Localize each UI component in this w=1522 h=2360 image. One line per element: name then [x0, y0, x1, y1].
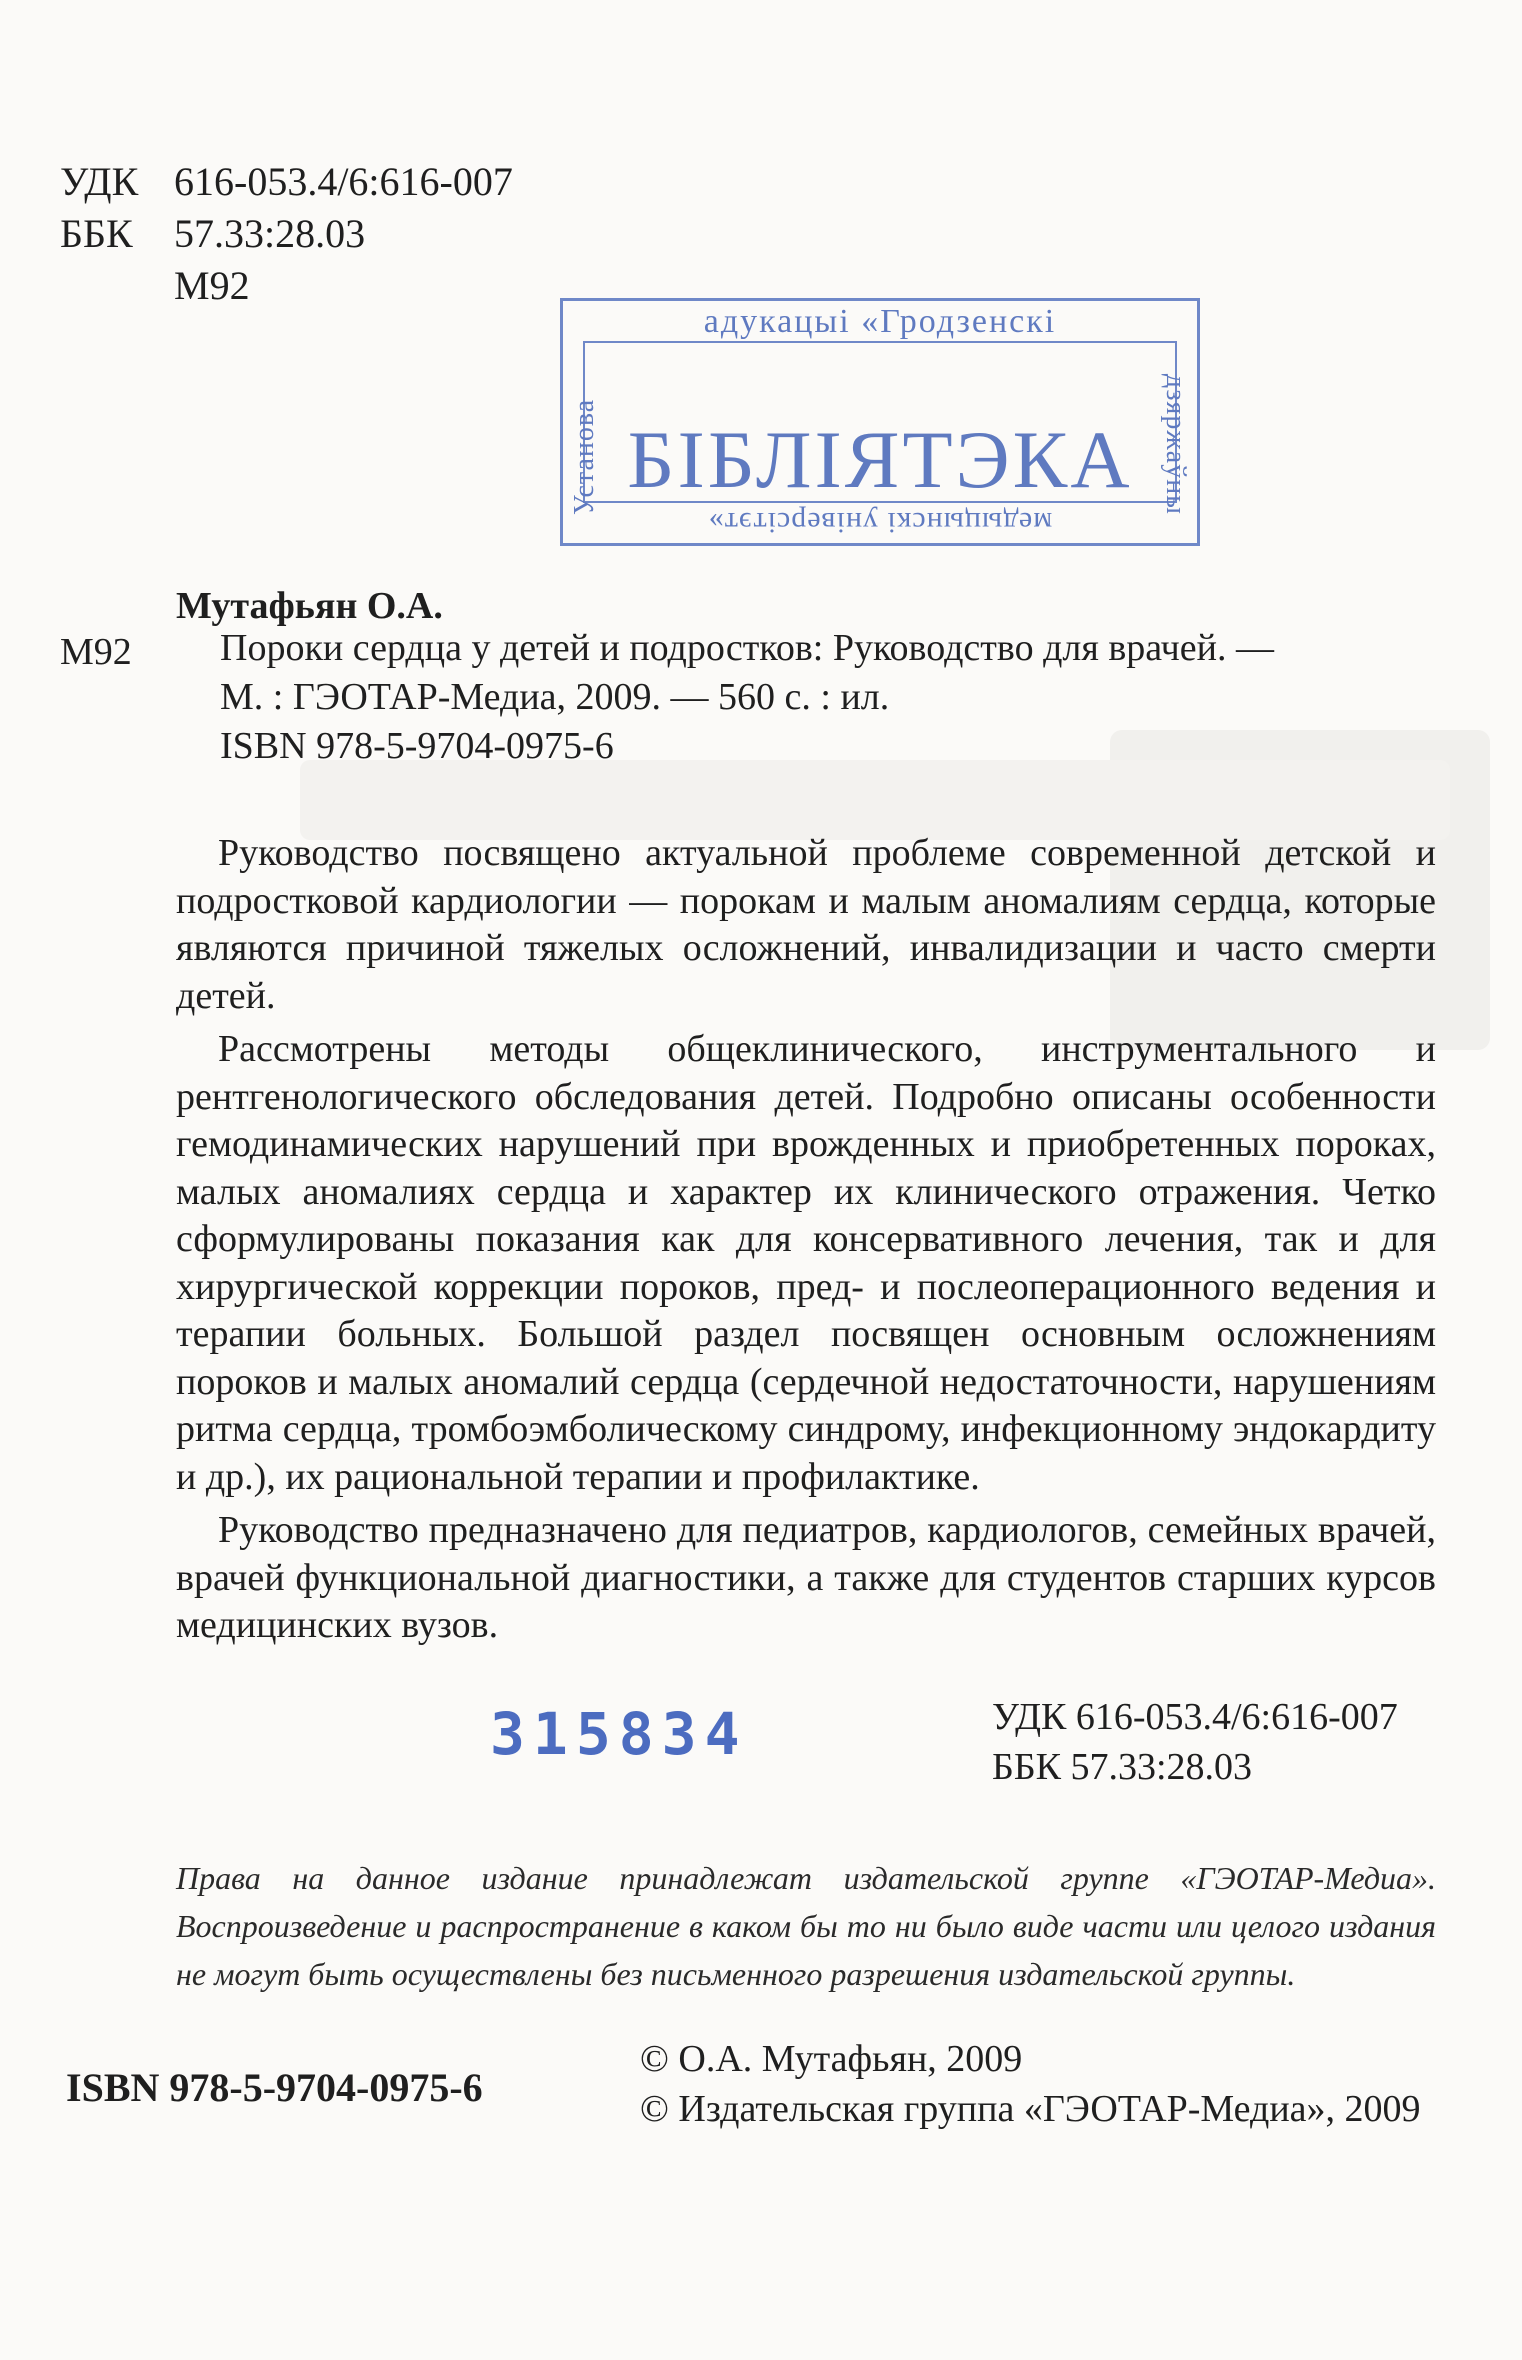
inventory-number-stamp: 315834	[490, 1700, 748, 1768]
catalog-imprint-line: М. : ГЭОТАР-Медиа, 2009. — 560 с. : ил.	[220, 676, 890, 718]
author-mark: М92	[174, 263, 250, 308]
stamp-top-text: адукацыі «Гродзенскі	[703, 303, 1057, 340]
isbn-bottom: ISBN 978-5-9704-0975-6	[66, 2065, 483, 2110]
show-through-shape	[300, 760, 1450, 840]
bbk-value: 57.33:28.03	[174, 211, 366, 256]
library-stamp	[560, 298, 1200, 546]
classification-block	[60, 156, 513, 312]
stamp-inner-frame	[583, 341, 1177, 503]
stamp-bottom-text: медыцынскі універсітэт»	[707, 506, 1053, 539]
abstract-paragraph: Руководство посвящено актуальной проблеме современной детской и подростковой кардиологии — порокам и малым аномалиям сердца, которые являются причиной тяжелых осложнений, инвалидизации и часто смерти детей.	[176, 832, 1436, 1017]
abstract-paragraph: Рассмотрены методы общеклинического, инструментального и рентгенологического обследования детей. Подробно описаны особенности гемодинамических нарушений при врожденных и приобретенных пороках, малых аномалиях сердца и характер их клинического отражения. Четко сформулированы показания как для консервативного лечения, так и для хирургической коррекции пороков, пред- и послеоперационного ведения и терапии больных. Большой раздел посвящен основным осложнениям пороков и малых аномалий сердца (сердечной недостаточности, нарушениям ритма сердца, тромбоэмболическому синдрому, инфекционному эндокардиту и др.), их рациональной терапии и профилактике.	[176, 1028, 1436, 1498]
udk-row	[60, 156, 513, 208]
stamp-left-text: Установа	[569, 398, 600, 515]
author-mark-row	[60, 260, 513, 312]
copyright-block	[640, 2034, 1421, 2134]
catalog-author: Мутафьян О.А.	[176, 585, 443, 627]
abstract	[176, 830, 1436, 1656]
bbk-label: ББК	[60, 211, 133, 256]
udk-value: 616-053.4/6:616-007	[174, 159, 513, 204]
bbk-code: ББК 57.33:28.03	[992, 1746, 1253, 1788]
copyright-author: © О.А. Мутафьян, 2009	[640, 2038, 1023, 2080]
abstract-paragraph: Руководство предназначено для педиатров, кардиологов, семейных врачей, врачей функциональной диагностики, а также для студентов старших курсов медицинских вузов.	[176, 1509, 1436, 1646]
rights-notice: Права на данное издание принадлежат издательской группе «ГЭОТАР-Медиа». Воспроизведение и распространение в каком бы то ни было виде части или целого издания не могут быть осуществлены без письменного разрешения издательской группы.	[176, 1860, 1436, 1992]
stamp-right-text: дзяржаўны	[1160, 373, 1191, 515]
catalog-title-line: Пороки сердца у детей и подростков: Руководство для врачей. —	[220, 627, 1274, 669]
bbk-row	[60, 208, 513, 260]
stamp-main-text: БІБЛІЯТЭКА	[627, 414, 1133, 505]
catalog-description	[190, 624, 1450, 771]
catalog-author-mark: М92	[60, 631, 132, 673]
catalog-isbn: ISBN 978-5-9704-0975-6	[220, 725, 614, 767]
udk-label: УДК	[60, 159, 139, 204]
classification-codes-right	[992, 1692, 1432, 1792]
udk-code: УДК 616-053.4/6:616-007	[992, 1696, 1398, 1738]
copyright-publisher: © Издательская группа «ГЭОТАР-Медиа», 2009	[640, 2088, 1421, 2130]
